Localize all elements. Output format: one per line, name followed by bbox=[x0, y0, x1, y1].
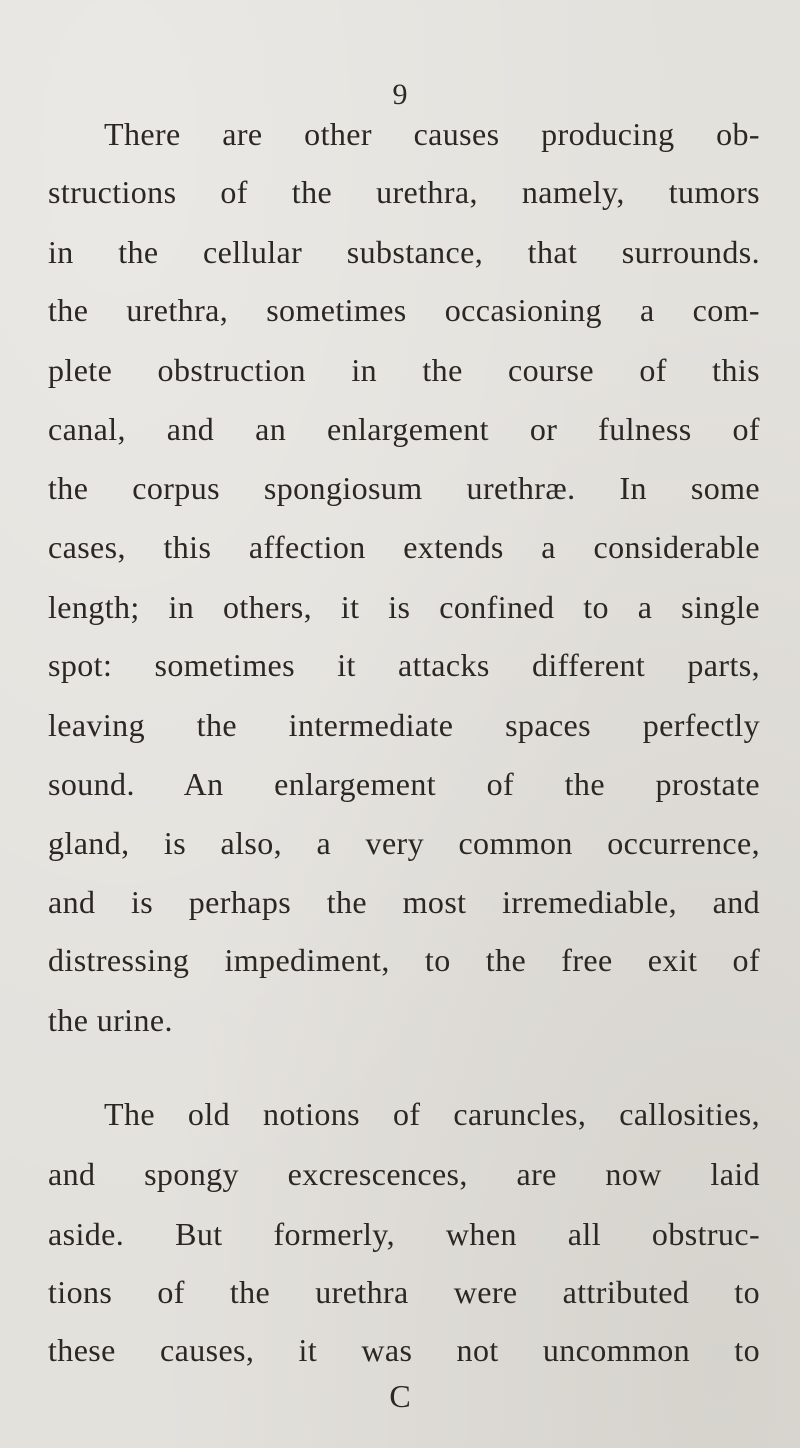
text-line: in the cellular substance, that surrounds. bbox=[48, 234, 760, 270]
text-line: and is perhaps the most irremediable, and bbox=[48, 884, 760, 920]
text-line: these causes, it was not uncommon to bbox=[48, 1332, 760, 1368]
page-number: 9 bbox=[392, 78, 408, 111]
text-line: the urine. bbox=[48, 1002, 173, 1038]
text-line: The old notions of caruncles, callosities, bbox=[104, 1096, 760, 1132]
text-line: the urethra, sometimes occasioning a com- bbox=[48, 292, 760, 328]
text-line: distressing impediment, to the free exit of bbox=[48, 942, 760, 978]
text-line: and spongy excrescences, are now laid bbox=[48, 1156, 760, 1192]
text-line: tions of the urethra were attributed to bbox=[48, 1274, 760, 1310]
text-line: the corpus spongiosum urethræ. In some bbox=[48, 470, 760, 506]
text-line: sound. An enlargement of the prostate bbox=[48, 766, 760, 802]
text-line: canal, and an enlargement or fulness of bbox=[48, 411, 760, 447]
text-line: spot: sometimes it attacks different parts, bbox=[48, 647, 760, 683]
text-line: plete obstruction in the course of this bbox=[48, 352, 760, 388]
signature-mark: C bbox=[389, 1378, 411, 1414]
text-line: cases, this affection extends a considerable bbox=[48, 529, 760, 565]
text-line: aside. But formerly, when all obstruc- bbox=[48, 1216, 760, 1252]
text-line: structions of the urethra, namely, tumors bbox=[48, 174, 760, 210]
text-line: gland, is also, a very common occurrence, bbox=[48, 825, 760, 861]
text-line: length; in others, it is confined to a single bbox=[48, 589, 760, 625]
text-line: leaving the intermediate spaces perfectly bbox=[48, 707, 760, 743]
text-line: There are other causes producing ob- bbox=[104, 116, 760, 152]
